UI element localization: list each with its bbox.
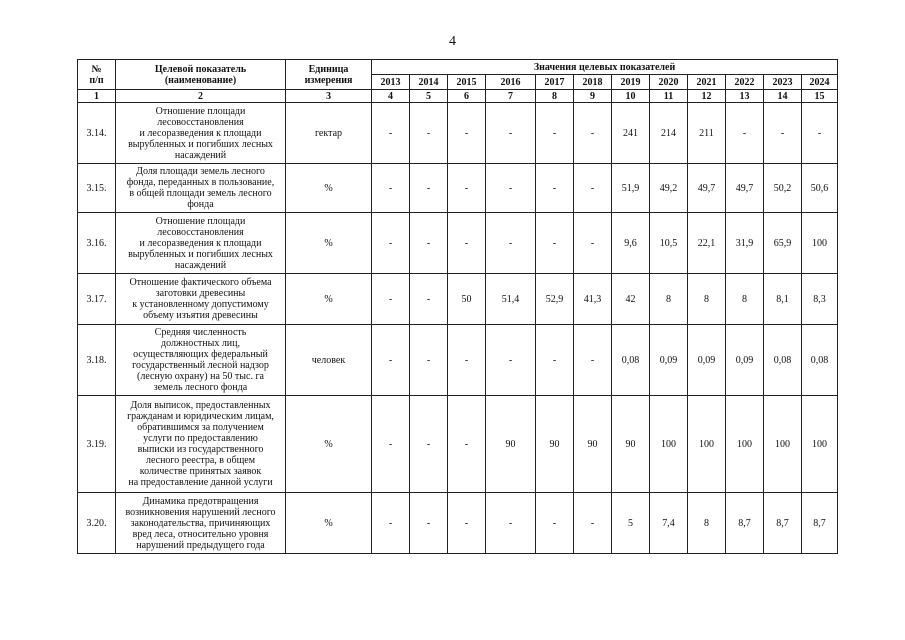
value-cell: - bbox=[536, 103, 574, 164]
value-cell: 211 bbox=[688, 103, 726, 164]
value-cell: 49,2 bbox=[650, 164, 688, 213]
value-cell: - bbox=[448, 325, 486, 396]
row-number: 3.18. bbox=[78, 325, 116, 396]
value-cell: - bbox=[410, 213, 448, 274]
unit: % bbox=[286, 493, 372, 554]
year-header: 2019 bbox=[612, 75, 650, 90]
row-number: 3.19. bbox=[78, 396, 116, 493]
value-cell: 0,08 bbox=[802, 325, 838, 396]
table-row bbox=[78, 396, 838, 493]
value-cell: - bbox=[410, 493, 448, 554]
header-name: Целевой показатель (наименование) bbox=[116, 60, 286, 90]
row-number: 3.16. bbox=[78, 213, 116, 274]
table-row bbox=[78, 325, 838, 396]
value-cell: 0,09 bbox=[650, 325, 688, 396]
value-cell: - bbox=[372, 325, 410, 396]
value-cell: 31,9 bbox=[726, 213, 764, 274]
column-number: 4 bbox=[372, 90, 410, 103]
value-cell: - bbox=[486, 325, 536, 396]
value-cell: 65,9 bbox=[764, 213, 802, 274]
value-cell: - bbox=[372, 213, 410, 274]
value-cell: 8 bbox=[726, 274, 764, 325]
header-values: Значения целевых показателей bbox=[372, 60, 838, 75]
value-cell: 42 bbox=[612, 274, 650, 325]
value-cell: 0,08 bbox=[612, 325, 650, 396]
value-cell: - bbox=[574, 103, 612, 164]
column-number: 10 bbox=[612, 90, 650, 103]
value-cell: - bbox=[448, 493, 486, 554]
column-number: 15 bbox=[802, 90, 838, 103]
value-cell: 41,3 bbox=[574, 274, 612, 325]
page-number: 4 bbox=[449, 34, 456, 49]
value-cell: - bbox=[536, 164, 574, 213]
value-cell: - bbox=[486, 493, 536, 554]
value-cell: - bbox=[574, 213, 612, 274]
table-row bbox=[78, 493, 838, 554]
value-cell: - bbox=[536, 213, 574, 274]
column-number: 13 bbox=[726, 90, 764, 103]
table-row bbox=[78, 164, 838, 213]
value-cell: 100 bbox=[688, 396, 726, 493]
table-row bbox=[78, 274, 838, 325]
value-cell: - bbox=[486, 213, 536, 274]
value-cell: - bbox=[410, 164, 448, 213]
value-cell: 90 bbox=[486, 396, 536, 493]
value-cell: 0,09 bbox=[726, 325, 764, 396]
indicator-name: Отношение площади лесовосстановления и лесоразведения к площади вырубленных и погибших лесных насаждений bbox=[116, 103, 286, 164]
value-cell: 90 bbox=[536, 396, 574, 493]
value-cell: 52,9 bbox=[536, 274, 574, 325]
indicator-name: Доля выписок, предоставленных гражданам и юридическим лицам, обратившимся за получением услуги по предоставлению выписки из государственного лесного реестра, в общем количестве принятых заявок на предоставление данной услуги bbox=[116, 396, 286, 493]
value-cell: 100 bbox=[726, 396, 764, 493]
column-number: 6 bbox=[448, 90, 486, 103]
value-cell: - bbox=[486, 164, 536, 213]
value-cell: - bbox=[802, 103, 838, 164]
value-cell: - bbox=[448, 103, 486, 164]
value-cell: 9,6 bbox=[612, 213, 650, 274]
value-cell: 7,4 bbox=[650, 493, 688, 554]
row-number: 3.20. bbox=[78, 493, 116, 554]
column-number: 5 bbox=[410, 90, 448, 103]
unit: человек bbox=[286, 325, 372, 396]
column-number: 3 bbox=[286, 90, 372, 103]
value-cell: 8,7 bbox=[726, 493, 764, 554]
value-cell: 50,6 bbox=[802, 164, 838, 213]
value-cell: 90 bbox=[612, 396, 650, 493]
target-indicators-table bbox=[77, 59, 838, 554]
value-cell: 8,1 bbox=[764, 274, 802, 325]
value-cell: - bbox=[536, 325, 574, 396]
row-number: 3.17. bbox=[78, 274, 116, 325]
indicator-name: Отношение фактического объема заготовки древесины к установленному допустимому объему изъятия древесины bbox=[116, 274, 286, 325]
value-cell: 100 bbox=[802, 396, 838, 493]
value-cell: 100 bbox=[802, 213, 838, 274]
column-number: 11 bbox=[650, 90, 688, 103]
value-cell: 214 bbox=[650, 103, 688, 164]
unit: % bbox=[286, 396, 372, 493]
column-number: 12 bbox=[688, 90, 726, 103]
indicator-name: Средняя численность должностных лиц, осуществляющих федеральный государственный лесной надзор (лесную охрану) на 50 тыс. га земель лесного фонда bbox=[116, 325, 286, 396]
value-cell: 90 bbox=[574, 396, 612, 493]
indicator-name: Динамика предотвращения возникновения нарушений лесного законодательства, причиняющих вред леса, относительно уровня нарушений предыдущего года bbox=[116, 493, 286, 554]
row-number: 3.15. bbox=[78, 164, 116, 213]
value-cell: 8,7 bbox=[764, 493, 802, 554]
value-cell: - bbox=[574, 325, 612, 396]
value-cell: - bbox=[410, 325, 448, 396]
year-header: 2018 bbox=[574, 75, 612, 90]
value-cell: 0,08 bbox=[764, 325, 802, 396]
column-number: 2 bbox=[116, 90, 286, 103]
value-cell: - bbox=[764, 103, 802, 164]
indicator-name: Отношение площади лесовосстановления и лесоразведения к площади вырубленных и погибших лесных насаждений bbox=[116, 213, 286, 274]
header-unit: Единица измерения bbox=[286, 60, 372, 90]
column-number: 1 bbox=[78, 90, 116, 103]
year-header: 2014 bbox=[410, 75, 448, 90]
value-cell: - bbox=[448, 213, 486, 274]
indicator-name: Доля площади земель лесного фонда, переданных в пользование, в общей площади земель лесного фонда bbox=[116, 164, 286, 213]
value-cell: - bbox=[726, 103, 764, 164]
value-cell: 22,1 bbox=[688, 213, 726, 274]
value-cell: 8,7 bbox=[802, 493, 838, 554]
value-cell: - bbox=[574, 164, 612, 213]
year-header: 2015 bbox=[448, 75, 486, 90]
value-cell: 50,2 bbox=[764, 164, 802, 213]
table-row bbox=[78, 103, 838, 164]
year-header: 2020 bbox=[650, 75, 688, 90]
value-cell: - bbox=[372, 493, 410, 554]
year-header: 2013 bbox=[372, 75, 410, 90]
value-cell: - bbox=[372, 274, 410, 325]
value-cell: 10,5 bbox=[650, 213, 688, 274]
value-cell: 49,7 bbox=[726, 164, 764, 213]
unit: % bbox=[286, 213, 372, 274]
unit: % bbox=[286, 164, 372, 213]
value-cell: - bbox=[410, 396, 448, 493]
value-cell: 8 bbox=[650, 274, 688, 325]
year-header: 2023 bbox=[764, 75, 802, 90]
value-cell: 100 bbox=[650, 396, 688, 493]
value-cell: 51,9 bbox=[612, 164, 650, 213]
value-cell: 0,09 bbox=[688, 325, 726, 396]
year-header: 2022 bbox=[726, 75, 764, 90]
header-row bbox=[78, 60, 838, 75]
value-cell: 8,3 bbox=[802, 274, 838, 325]
column-number: 14 bbox=[764, 90, 802, 103]
value-cell: - bbox=[372, 164, 410, 213]
column-numbers-row bbox=[78, 90, 838, 103]
year-header: 2024 bbox=[802, 75, 838, 90]
value-cell: 51,4 bbox=[486, 274, 536, 325]
value-cell: 241 bbox=[612, 103, 650, 164]
year-header: 2017 bbox=[536, 75, 574, 90]
value-cell: - bbox=[448, 396, 486, 493]
row-number: 3.14. bbox=[78, 103, 116, 164]
value-cell: - bbox=[486, 103, 536, 164]
column-number: 7 bbox=[486, 90, 536, 103]
value-cell: 100 bbox=[764, 396, 802, 493]
header-num: № п/п bbox=[78, 60, 116, 90]
value-cell: - bbox=[410, 274, 448, 325]
table-row bbox=[78, 213, 838, 274]
value-cell: 5 bbox=[612, 493, 650, 554]
column-number: 9 bbox=[574, 90, 612, 103]
value-cell: - bbox=[536, 493, 574, 554]
value-cell: - bbox=[372, 396, 410, 493]
value-cell: - bbox=[448, 164, 486, 213]
unit: % bbox=[286, 274, 372, 325]
value-cell: 50 bbox=[448, 274, 486, 325]
value-cell: - bbox=[372, 103, 410, 164]
year-header: 2021 bbox=[688, 75, 726, 90]
value-cell: - bbox=[410, 103, 448, 164]
value-cell: 49,7 bbox=[688, 164, 726, 213]
value-cell: 8 bbox=[688, 493, 726, 554]
column-number: 8 bbox=[536, 90, 574, 103]
value-cell: 8 bbox=[688, 274, 726, 325]
value-cell: - bbox=[574, 493, 612, 554]
unit: гектар bbox=[286, 103, 372, 164]
year-header: 2016 bbox=[486, 75, 536, 90]
